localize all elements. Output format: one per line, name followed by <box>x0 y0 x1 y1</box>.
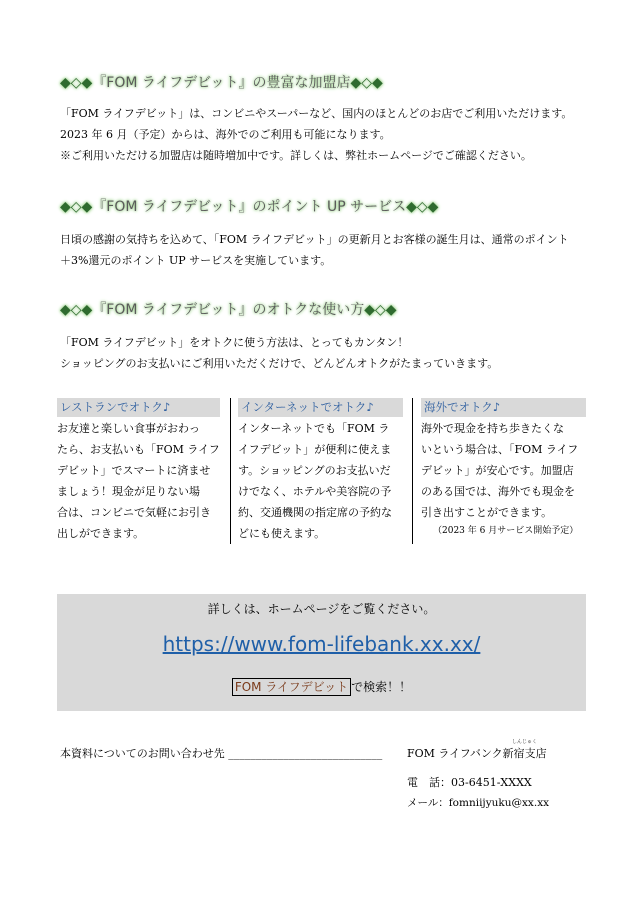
column-heading: 海外でオトク♪ <box>421 398 586 417</box>
homepage-prompt: 詳しくは、ホームページをご覧ください。 <box>207 602 436 616</box>
column-line: イフデビット」が便利に使えま <box>238 443 392 456</box>
column-heading: レストランでオトク♪ <box>57 398 220 417</box>
column-line: インターネットでも「FOM ラ <box>238 422 390 435</box>
section-title-text: 『FOM ライフデビット』の豊富な加盟店 <box>92 75 351 91</box>
paragraph-line: ※ご利用いただける加盟店は随時増加中です。詳しくは、弊社ホームページでご確認ください。 <box>60 149 532 162</box>
search-instruction <box>57 678 586 695</box>
diamond-mark-right: ◆◇◆ <box>350 75 383 91</box>
section-title-text: 『FOM ライフデビット』のオトクな使い方 <box>92 302 365 318</box>
column-line: デビット」でスマートに済ませ <box>57 464 211 477</box>
diamond-mark-right: ◆◇◆ <box>406 199 439 215</box>
column-line: ましょう！現金が足りない場 <box>57 485 200 498</box>
column-restaurant <box>57 398 220 544</box>
paragraph-line: 2023 年 6 月（予定）からは、海外でのご利用も可能になります。 <box>60 128 391 141</box>
diamond-mark-left: ◆◇◆ <box>60 302 93 318</box>
column-line: たら、お支払いも「FOM ライフ <box>57 443 220 456</box>
column-internet <box>238 398 403 544</box>
column-line: 海外で現金を持ち歩きたくな <box>421 422 564 435</box>
contact-phone: 電 話：03-6451-XXXX <box>407 776 532 789</box>
column-line: いという場合は、「FOM ライフ <box>421 443 579 456</box>
column-line: 約、交通機関の指定席の予約な <box>238 506 392 519</box>
diamond-mark-right: ◆◇◆ <box>364 302 397 318</box>
paragraph-line: 「FOM ライフデビット」をオトクに使う方法は、とってもカンタン！ <box>60 336 409 349</box>
column-line: デビット」が安心です。加盟店 <box>421 464 574 477</box>
column-body <box>421 417 586 523</box>
paragraph-line: 「FOM ライフデビット」は、コンビニやスーパーなど、国内のほとんどのお店でご利用いただけます。 <box>60 107 573 120</box>
contact-label: 本資料についてのお問い合わせ先 ____________________________ <box>60 747 383 760</box>
section-title-usage <box>60 299 397 321</box>
column-line: 合は、コンビニで気軽にお引き <box>57 506 211 519</box>
section-title-points <box>60 196 438 218</box>
column-line: 引き出すことができます。 <box>421 506 553 519</box>
column-divider <box>230 398 231 544</box>
diamond-mark-left: ◆◇◆ <box>60 75 93 91</box>
column-divider <box>412 398 413 544</box>
contact-email: メール：fomniijyuku@xx.xx <box>407 797 550 809</box>
usage-paragraph <box>60 332 498 374</box>
search-term-box: FOM ライフデビット <box>232 678 351 696</box>
paragraph-line: 日頃の感謝の気持ちを込めて、「FOM ライフデビット」の更新月とお客様の誕生月は、通常のポイント <box>60 233 569 246</box>
column-overseas <box>421 398 586 544</box>
column-line: どにも使えます。 <box>238 527 326 540</box>
diamond-mark-left: ◆◇◆ <box>60 199 93 215</box>
column-line: けでなく、ホテルや美容院の予 <box>238 485 392 498</box>
column-line: す。ショッピングのお支払いだ <box>238 464 391 477</box>
branch-ruby: しんじゅく <box>512 739 538 745</box>
service-start-note: （2023 年 6 月サービス開始予定） <box>433 526 579 536</box>
branch-name: FOM ライフバンク新宿支店 <box>407 747 547 760</box>
column-line: 出しができます。 <box>57 527 145 540</box>
column-heading: インターネットでオトク♪ <box>238 398 403 417</box>
search-suffix: で検索！！ <box>351 680 412 694</box>
homepage-link[interactable]: https://www.fom-lifebank.xx.xx/ <box>162 632 481 656</box>
column-line: お友達と楽しい食事がおわっ <box>57 422 200 435</box>
section-title-text: 『FOM ライフデビット』のポイント UP サービス <box>92 199 407 215</box>
points-paragraph <box>60 229 569 271</box>
homepage-info-box <box>57 594 586 711</box>
section-title-merchants <box>60 72 383 94</box>
column-line: のある国では、海外でも現金を <box>421 485 575 498</box>
paragraph-line: ＋3%還元のポイント UP サービスを実施しています。 <box>60 254 332 267</box>
merchants-paragraph <box>60 103 572 166</box>
paragraph-line: ショッピングのお支払いにご利用いただくだけで、どんどんオトクがたまっていきます。 <box>60 357 499 370</box>
column-body <box>238 417 403 544</box>
column-body <box>57 417 220 544</box>
